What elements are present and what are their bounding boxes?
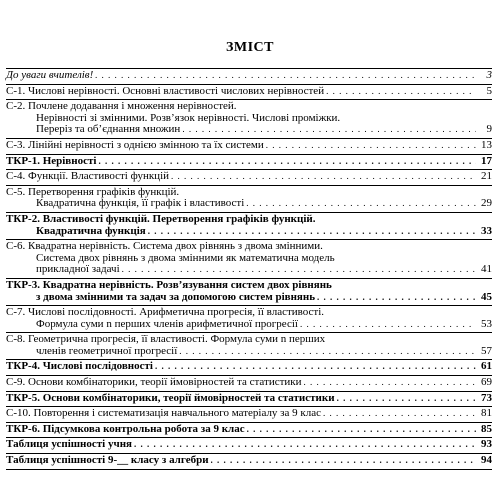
leader-dots (171, 171, 476, 183)
toc-entry[interactable] (6, 376, 492, 391)
toc-entry[interactable] (6, 392, 492, 407)
toc-entry-text: Нерівності зі змінними. Розв’язок нерівності. Числові проміжки. (36, 111, 341, 124)
toc-page-number: 94 (481, 454, 492, 467)
leader-dots (179, 346, 476, 358)
toc-page-number: 61 (481, 360, 492, 373)
toc-entry-text: С-7. Числові послідовності. Арифметична прогресія, її властивості. (6, 306, 325, 319)
toc-entry-text: До уваги вчителів! (6, 69, 94, 81)
toc-entry[interactable] (6, 139, 492, 154)
toc-entry-text: Система двох рівнянь з двома змінними як математична модель (36, 251, 335, 264)
toc-page-number: 29 (481, 197, 492, 210)
toc-entry[interactable] (6, 170, 492, 185)
toc-page-number: 17 (481, 154, 492, 167)
toc-page-number: 33 (481, 224, 492, 237)
leader-dots (326, 86, 476, 98)
leader-dots (337, 393, 476, 405)
table-of-contents (6, 68, 492, 470)
toc-entry-text: С-6. Квадратна нерівність. Система двох рівнянь з двома змінними. (6, 240, 323, 253)
page-title: ЗМІСТ (226, 40, 274, 55)
toc-entry-text: прикладної задачі (36, 263, 120, 276)
toc-entry-text: ТКР-3. Квадратна нерівність. Розв’язування систем двох рівнянь (6, 278, 332, 291)
toc-entry[interactable] (6, 438, 492, 453)
toc-entry-text: ТКР-5. Основи комбінаторики, теорії ймовірностей та статистики (6, 391, 335, 404)
toc-entry[interactable] (6, 423, 492, 438)
toc-entry[interactable] (6, 240, 492, 278)
leader-dots (317, 292, 476, 304)
toc-entry[interactable] (6, 360, 492, 375)
toc-page-number: 53 (481, 317, 492, 330)
toc-page-number: 69 (481, 376, 492, 389)
toc-entry-text: ТКР-4. Числові послідовності (6, 360, 153, 373)
toc-entry[interactable] (6, 85, 492, 100)
toc-entry[interactable] (6, 69, 492, 84)
toc-entry-text: ТКР-6. Підсумкова контрольна робота за 9 клас (6, 422, 245, 435)
toc-entry[interactable] (6, 306, 492, 332)
toc-entry-text: членів геометричної прогресії (36, 344, 178, 357)
leader-dots (95, 70, 476, 82)
leader-dots (266, 140, 476, 152)
divider (6, 469, 492, 470)
toc-entry[interactable] (6, 155, 492, 170)
leader-dots (122, 264, 476, 276)
toc-entry-text: С-2. Почлене додавання і множення нерівностей. (6, 100, 237, 113)
toc-entry[interactable] (6, 213, 492, 239)
leader-dots (247, 424, 476, 436)
toc-entry[interactable] (6, 186, 492, 212)
toc-entry[interactable] (6, 454, 492, 469)
toc-entry-text: С-3. Лінійні нерівності з однією змінною та їх системи (6, 138, 264, 151)
toc-entry-text: Переріз та об’єднання множин (36, 123, 181, 136)
leader-dots (246, 198, 476, 210)
toc-page-number: 3 (486, 69, 492, 81)
leader-dots (304, 377, 476, 389)
toc-entry[interactable] (6, 407, 492, 422)
toc-entry[interactable] (6, 333, 492, 359)
toc-entry[interactable] (6, 279, 492, 305)
toc-entry-text: Таблиця успішності учня (6, 438, 132, 451)
leader-dots (323, 408, 476, 420)
toc-entry[interactable] (6, 100, 492, 138)
toc-entry-text: Формула суми n перших членів арифметичної прогресії (36, 317, 298, 330)
toc-page-number: 41 (481, 263, 492, 276)
toc-page-number: 85 (481, 422, 492, 435)
toc-page-number: 81 (481, 407, 492, 420)
leader-dots (211, 455, 476, 467)
toc-page-number: 73 (481, 391, 492, 404)
toc-entry-text: С-5. Перетворення графіків функцій. (6, 185, 180, 198)
toc-entry-text: С-4. Функції. Властивості функцій (6, 170, 170, 183)
toc-page-number: 5 (486, 84, 492, 97)
toc-entry-text: ТКР-1. Нерівності (6, 154, 97, 167)
toc-page-number: 93 (481, 438, 492, 451)
toc-entry-text: С-8. Геометрична прогресія, її властивості. Формула суми n перших (6, 333, 326, 346)
toc-entry-text: Квадратична функція (36, 224, 146, 237)
leader-dots (134, 439, 476, 451)
toc-entry-text: Таблиця успішності 9-__ класу з алгебри (6, 454, 209, 467)
toc-entry-text: С-9. Основи комбінаторики, теорії ймовірностей та статистики (6, 376, 302, 389)
toc-page-number: 45 (481, 290, 492, 303)
toc-entry-text: Квадратична функція, її графік і властивості (36, 197, 245, 210)
toc-entry-text: з двома змінними та задач за допомогою систем рівнянь (36, 290, 316, 303)
leader-dots (300, 319, 476, 331)
leader-dots (155, 361, 476, 373)
toc-page-number: 57 (481, 344, 492, 357)
toc-page-number: 13 (481, 138, 492, 151)
toc-entry-text: С-1. Числові нерівності. Основні властивості числових нерівностей (6, 84, 325, 97)
leader-dots (98, 156, 476, 168)
leader-dots (182, 124, 476, 136)
toc-page-number: 9 (486, 123, 492, 136)
toc-entry-text: С-10. Повторення і систематизація навчального матеріалу за 9 клас (6, 407, 322, 420)
leader-dots (148, 226, 476, 238)
toc-page-number: 21 (481, 170, 492, 183)
toc-entry-text: ТКР-2. Властивості функцій. Перетворення графіків функцій. (6, 212, 316, 225)
